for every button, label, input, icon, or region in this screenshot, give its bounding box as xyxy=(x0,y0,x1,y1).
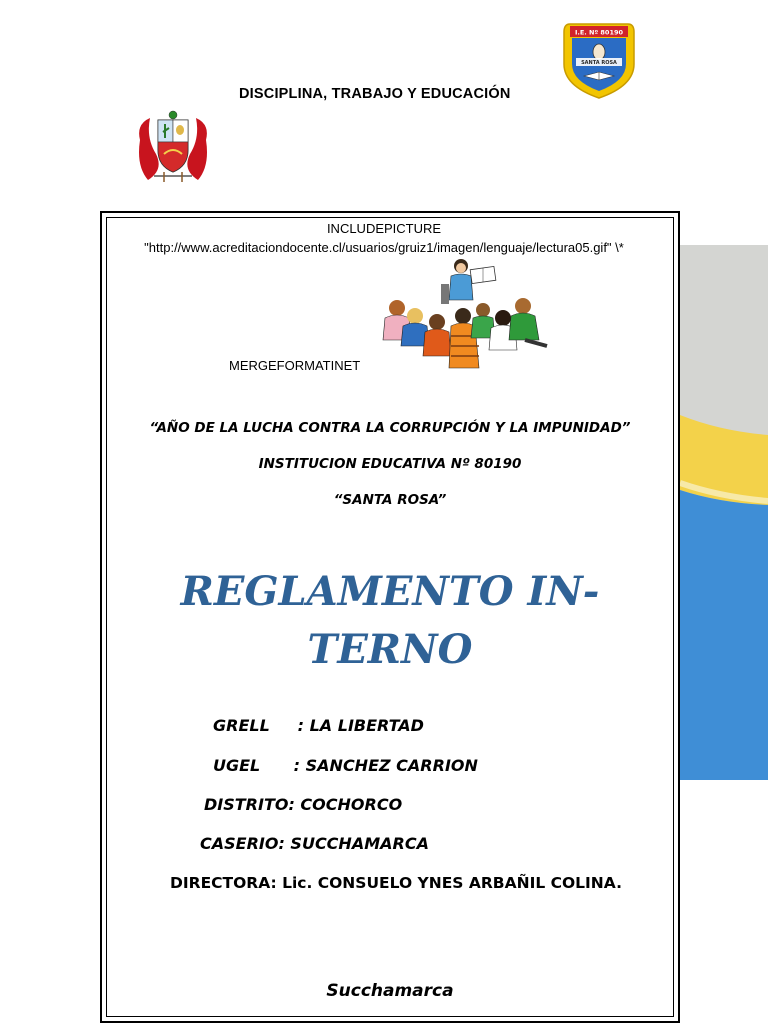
coat-of-arms-icon xyxy=(134,110,212,186)
motto-heading: DISCIPLINA, TRABAJO Y EDUCACIÓN xyxy=(239,86,511,102)
badge-name: SANTA ROSA xyxy=(581,60,617,66)
year-slogan: “AÑO DE LA LUCHA CONTRA LA CORRUPCIÓN Y LA IMPUNIDAD” xyxy=(149,420,631,436)
teacher-reading-children-illustration xyxy=(375,256,555,374)
field-code-url: "http://www.acreditaciondocente.cl/usuarios/gruiz1/imagen/lenguaje/lectura05.gif" \* xyxy=(144,240,624,255)
info-grell: GRELL : LA LIBERTAD xyxy=(213,716,424,735)
document-title-line-1: REGLAMENTO IN- xyxy=(180,568,600,615)
info-caserio: CASERIO: SUCCHAMARCA xyxy=(200,834,429,853)
child-figure xyxy=(423,314,451,356)
document-title xyxy=(100,563,680,679)
badge-text: I.E. Nº 80190 xyxy=(574,28,624,37)
document-title-line-2: TERNO xyxy=(307,626,473,673)
field-code-mergeformat: MERGEFORMATINET xyxy=(229,358,361,373)
school-badge-logo xyxy=(562,20,636,100)
school-name: “SANTA ROSA” xyxy=(333,492,447,508)
info-ugel: UGEL : SANCHEZ CARRION xyxy=(213,756,478,775)
info-distrito: DISTRITO: COCHORCO xyxy=(204,795,403,814)
institution-name: INSTITUCION EDUCATIVA Nº 80190 xyxy=(258,456,522,472)
director-name: DIRECTORA: Lic. CONSUELO YNES ARBAÑIL COLINA. xyxy=(170,874,622,892)
child-figure xyxy=(509,298,547,346)
place-name: Succhamarca xyxy=(326,981,454,1001)
background-art-decoration xyxy=(680,245,768,780)
field-code-includepicture: INCLUDEPICTURE xyxy=(326,221,442,236)
